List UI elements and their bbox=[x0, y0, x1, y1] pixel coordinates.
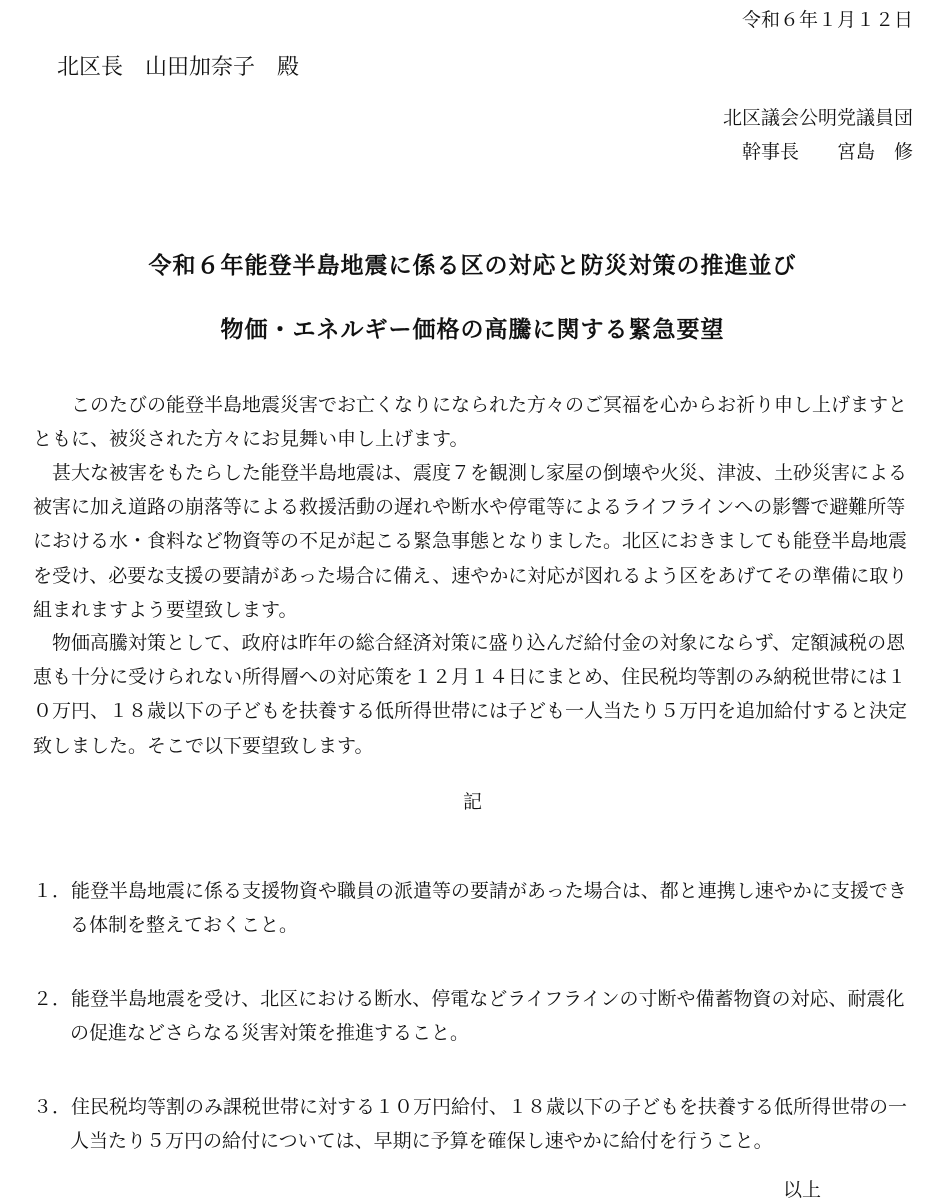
sender-person: 幹事長 宮島 修 bbox=[741, 141, 913, 163]
sender-organization: 北区議会公明党議員団 bbox=[722, 107, 913, 129]
body-paragraph-earthquake: 甚大な被害をもたらした能登半島地震は、震度７を観測し家屋の倒壊や火災、津波、土砂災害による被害に加え道路の崩落等による救援活動の遅れや断水や停電等によるライフラインへの影響で避難所等における水・食料など物資等の不足が起こる緊急事態となりました。北区におきましても能登半島地震を受け、必要な支援の要請があった場合に備え、速やかに対応が図れるよう区をあげてその準備に取り組まれますよう要望致します。 bbox=[33, 462, 908, 621]
request-item-3: ３．住民税均等割のみ課税世帯に対する１０万円給付、１８歳以下の子どもを扶養する低所得世帯の一人当たり５万円の給付については、早期に予算を確保し速やかに給付を行うこと。 bbox=[33, 1096, 908, 1153]
closing-mark: 以上 bbox=[782, 1179, 821, 1201]
ki-marker: 記 bbox=[462, 791, 482, 813]
request-item-1: １．能登半島地震に係る支援物資や職員の派遣等の要請があった場合は、都と連携し速やかに支援できる体制を整えておくこと。 bbox=[33, 880, 907, 937]
body-paragraph-inflation: 物価高騰対策として、政府は昨年の総合経済対策に盛り込んだ給付金の対象にならず、定額減税の恩恵も十分に受けられない所得層への対応策を１２月１４日にまとめ、住民税均等割のみ納税世帯には１０万円、１８歳以下の子どもを扶養する低所得世帯には子ども一人当たり５万円を追加給付すると決定致しました。そこで以下要望致します。 bbox=[33, 632, 908, 757]
request-item-2: ２．能登半島地震を受け、北区における断水、停電などライフラインの寸断や備蓄物資の対応、耐震化の促進などさらなる災害対策を推進すること。 bbox=[33, 988, 905, 1045]
document-date: 令和６年１月１２日 bbox=[741, 9, 913, 31]
document-title-line-2: 物価・エネルギー価格の高騰に関する緊急要望 bbox=[220, 316, 725, 343]
addressee: 北区長 山田加奈子 殿 bbox=[57, 55, 300, 80]
body-paragraph-condolence: このたびの能登半島地震災害でお亡くなりになられた方々のご冥福を心からお祈り申し上げますとともに、被災された方々にお見舞い申し上げます。 bbox=[33, 394, 908, 451]
document-title-line-1: 令和６年能登半島地震に係る区の対応と防災対策の推進並び bbox=[148, 252, 797, 279]
